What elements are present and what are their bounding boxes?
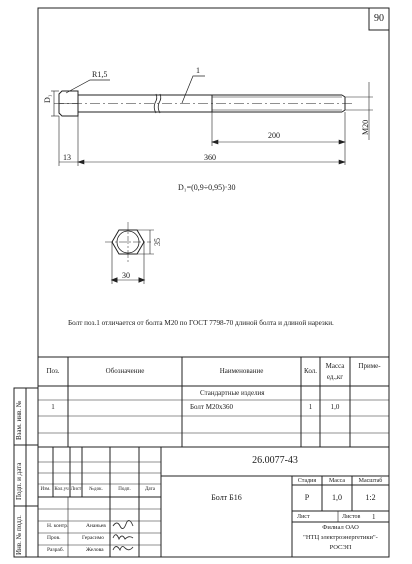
scale-value: 1:2: [365, 493, 376, 502]
sheets-label: Листов: [342, 514, 361, 520]
role-3: Разраб.: [47, 547, 65, 553]
stage-label: Стадия: [297, 478, 317, 484]
col-header-qty: Кол.: [304, 367, 317, 375]
stage-value: Р: [304, 493, 310, 502]
rev-header-change: Изм.: [40, 487, 51, 492]
role-1-name: Ананьев: [86, 523, 106, 529]
col-header-name: Наименование: [219, 367, 264, 375]
radius-label: R1,5: [92, 70, 108, 79]
row-name: Болт М20х360: [190, 403, 233, 411]
org-name-line2: "НТЦ электроэнергетики"-: [303, 534, 378, 541]
org-name-line3: РОСЭП: [329, 544, 352, 551]
role-1: Н. контр.: [47, 523, 69, 529]
sheet-frame: [38, 8, 389, 557]
mass-label: Масса: [328, 478, 346, 484]
sheet-label: Лист: [297, 514, 310, 520]
col-header-mass: Масса: [325, 362, 345, 370]
head-dimension-label: D₁: [43, 94, 52, 103]
section-title: Стандартные изделия: [200, 389, 265, 397]
part-name: Болт Б16: [211, 493, 242, 502]
row-mass: 1,0: [330, 403, 340, 411]
role-3-name: Желова: [86, 547, 104, 553]
col-header-pos: Поз.: [46, 367, 60, 375]
row-pos: 1: [51, 403, 55, 411]
bolt-side-view: [54, 91, 352, 116]
leader-line: [182, 76, 205, 103]
side-label-orig-inv: Инв. № подл.: [15, 515, 23, 555]
rev-header-sheet: Лист: [70, 487, 82, 492]
col-header-note: Приме-: [358, 362, 381, 370]
side-label-sign-date: Подп. и дата: [15, 462, 23, 500]
across-corners-label: 35: [153, 238, 162, 246]
row-qty: 1: [308, 403, 313, 411]
thread-label: M20: [361, 119, 370, 135]
page-number: 90: [374, 13, 384, 24]
head-formula: D₁=(0,9÷0,95)·30: [178, 183, 236, 192]
org-name-line1: Филиал ОАО: [322, 524, 359, 531]
doc-number: 26.0077-43: [252, 455, 298, 466]
drawing-note: Болт поз.1 отличается от болта М20 по ГОСТ 7798-70 длиной болта и длиной нарезки.: [68, 319, 334, 327]
col-header-mass-unit: ед.,кг: [326, 373, 344, 381]
rev-header-date: Дата: [145, 487, 155, 492]
side-label-substitute: Взам. инв. №: [15, 400, 23, 440]
role-2: Пров.: [47, 535, 61, 541]
across-flats-label: 30: [122, 271, 130, 280]
rev-header-count: Кол.уч: [54, 487, 69, 492]
head-length-label: 13: [63, 153, 71, 162]
leader-label: 1: [196, 66, 200, 75]
thread-length-label: 200: [268, 131, 280, 140]
mass-value: 1,0: [332, 493, 342, 502]
total-length-dimension: [59, 116, 345, 166]
sheets-value: 1: [372, 513, 376, 521]
scale-label: Масштаб: [358, 478, 383, 484]
col-header-designation: Обозначение: [105, 367, 145, 375]
role-2-name: Герасимо: [82, 535, 105, 541]
total-length-label: 360: [204, 153, 216, 162]
signatures: [113, 520, 133, 550]
rev-header-doc: №док.: [89, 487, 103, 492]
rev-header-sign: Подп.: [118, 487, 131, 492]
